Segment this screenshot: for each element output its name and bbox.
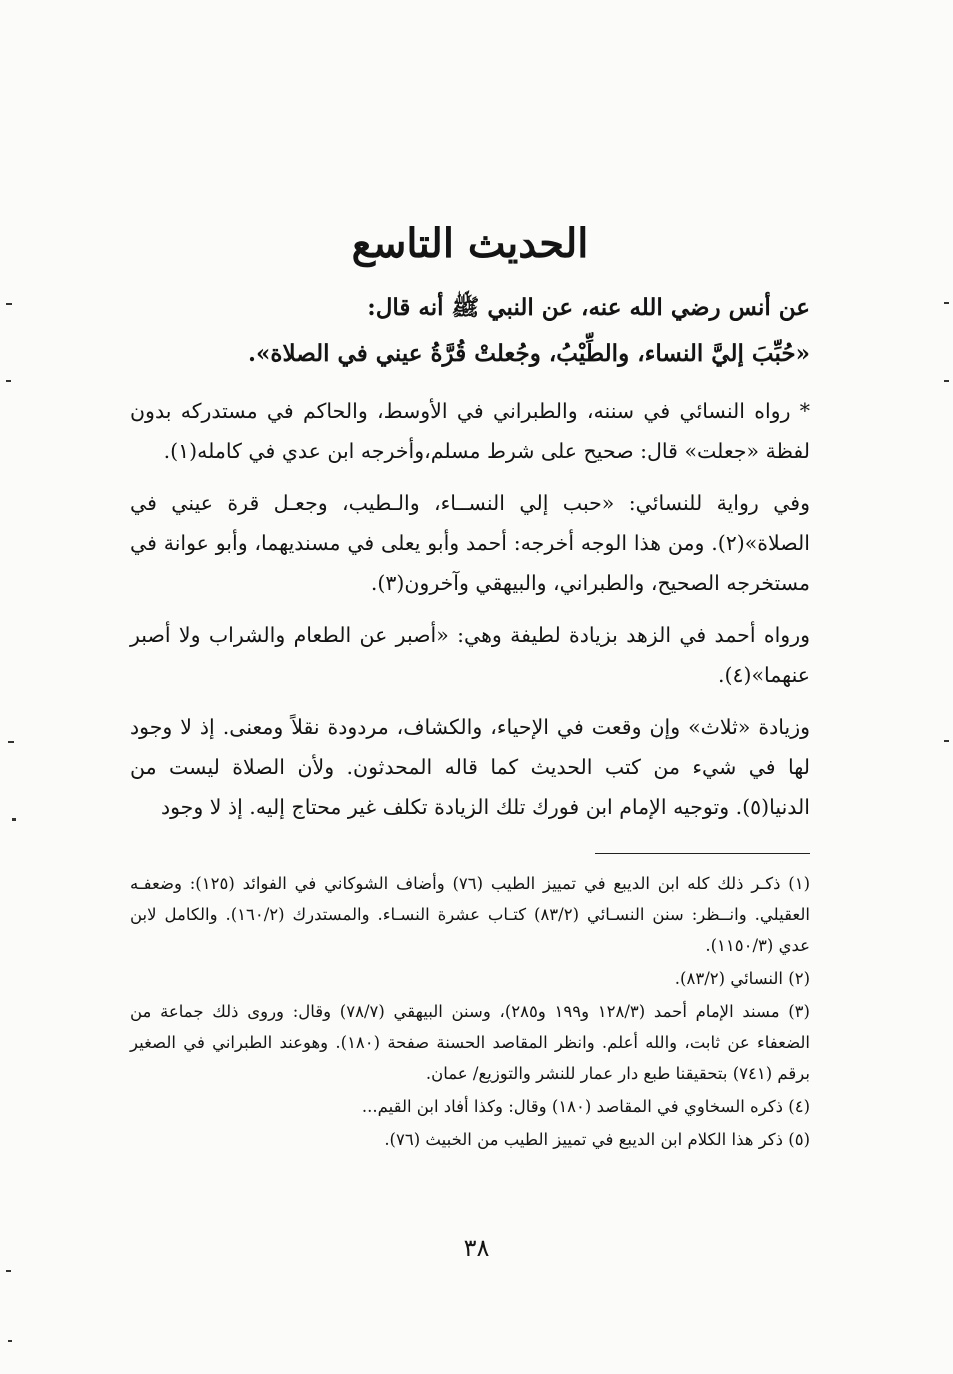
page-body [130, 220, 810, 1157]
footnote-4: (٤) ذكره السخاوي في المقاصد (١٨٠) وقال: وكذا أفاد ابن القيم... [361, 1097, 810, 1116]
page-number: ٣٨ [463, 1234, 490, 1262]
scan-mark [944, 740, 949, 742]
scan-mark [944, 302, 949, 304]
paragraph-1: * رواه النسائي في سننه، والطبراني في الأوسط، والحاكم في مستدركه بدون لفظة «جعلت» قال: صحيح على شرط مسلم،وأخرجه ابن عدي في كامله(١). [130, 399, 810, 463]
scan-mark [944, 380, 949, 382]
scan-mark [6, 303, 12, 305]
scan-mark [6, 1270, 11, 1272]
footnote-1: (١) ذكـر ذلك كله ابن الديبع في تمييز الطيب (٧٦) وأضاف الشوكاني في الفوائد (١٢٥): وضعفـه العقيلي. وانــظر: سنن النسـائي (٨٣/٢) كتـاب عشرة النسـاء. والمستدرك (١٦٠/٢). والكامل لابن عدي (١١٥٠/٣). [130, 874, 810, 955]
hadith-text: «حُبِّبَ إليَّ النساء، والطِّيْبُ، وجُعلتْ قُرَّةُ عيني في الصلاة». [248, 340, 810, 367]
scan-mark [6, 380, 11, 382]
footnote-2: (٢) النسائي (٨٣/٢). [674, 969, 810, 988]
chapter-title: الحديث التاسع [351, 220, 589, 267]
paragraph-2: وفي رواية للنسائي: «حبب إلي النســاء، والـطيب، وجعـل قرة عيني في الصلاة»(٢). ومن هذا الوجه أخرجه: أحمد وأبو يعلى في مسنديهما، وأبو عوانة في مستخرجه الصحيح، والطبراني، والبيهقي وآخرون(٣). [130, 491, 810, 595]
scan-mark [12, 818, 16, 821]
footnote-separator-wrap [130, 853, 810, 854]
footnote-3: (٣) مسند الإمام أحمد (١٢٨/٣ و١٩٩ و٢٨٥)، وسنن البيهقي (٧٨/٧) وقال: وروى ذلك جماعة من الضعفاء عن ثابت، والله أعلم. وانظر المقاصد الحسنة صفحة (١٨٠). وهوعند الطبراني في الصغير برقم (٧٤١) بتحقيقنا طبع دار عمار للنشر والتوزيع/ عمان. [130, 1002, 810, 1083]
paragraph-4: وزيادة «ثلاث» وإن وقعت في الإحياء، والكشاف، مردودة نقلاً ومعنى. إذ لا وجود لها في شيء من كتب الحديث كما قاله المحدثون. ولأن الصلاة ليست من الدنيا(٥). وتوجيه الإمام ابن فورك تلك الزيادة تكلف غير محتاج إليه. إذ لا وجود [130, 715, 810, 819]
scan-mark [8, 741, 14, 743]
footnote-5: (٥) ذكر هذا الكلام ابن الديبع في تمييز الطيب من الخبيث (٧٦). [384, 1130, 810, 1149]
hadith-intro: عن أنس رضي الله عنه، عن النبي ﷺ أنه قال: [367, 294, 810, 321]
scan-mark [8, 1340, 12, 1342]
footnote-separator [595, 853, 810, 854]
paragraph-3: ورواه أحمد في الزهد بزيادة لطيفة وهي: «أصبر عن الطعام والشراب ولا أصبر عنهما»(٤). [130, 623, 810, 687]
